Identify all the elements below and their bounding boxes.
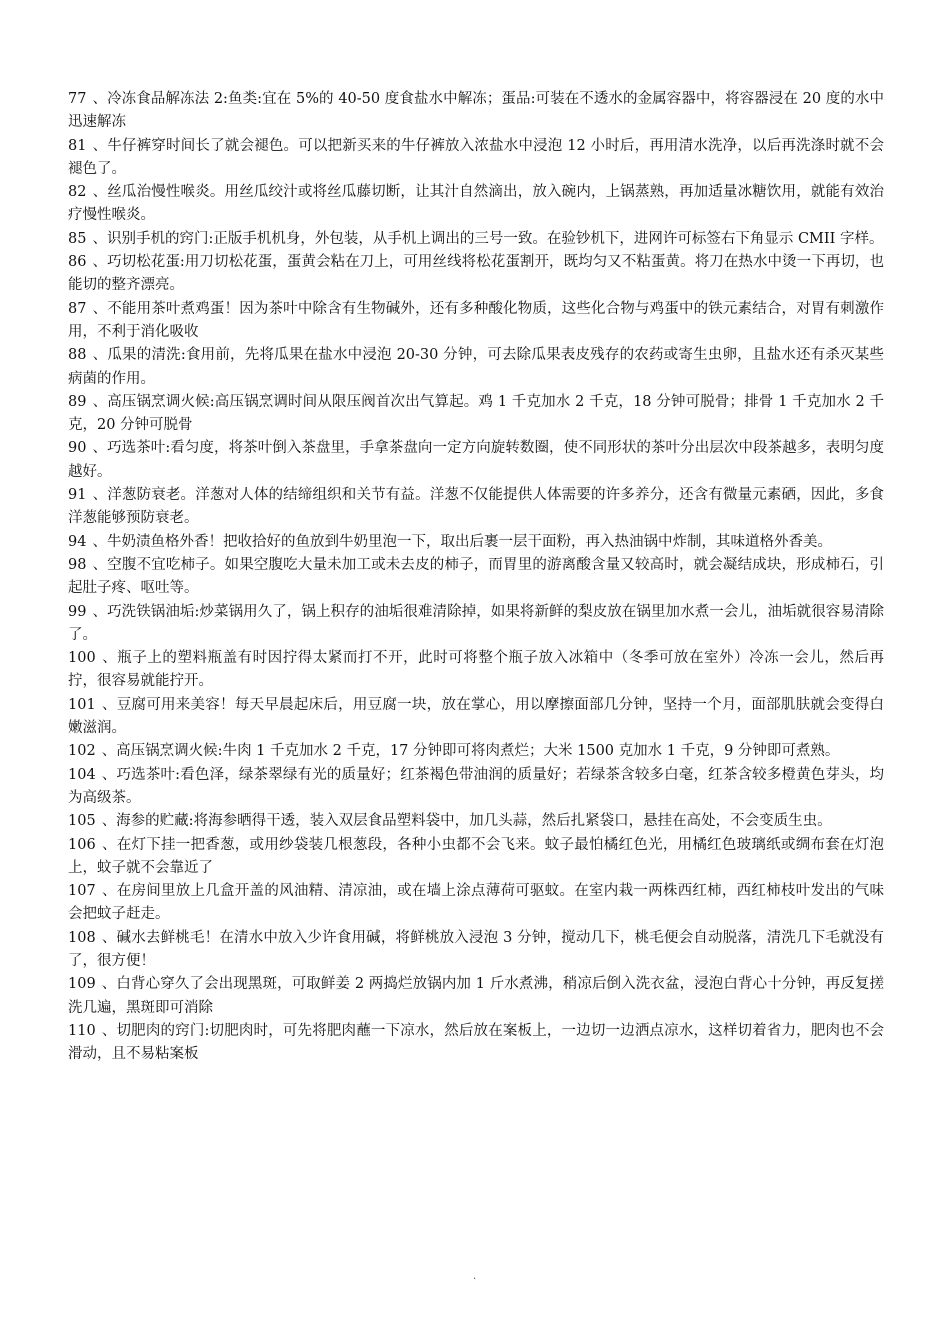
tip-number: 86: [68, 254, 87, 271]
tip-paragraph: [68, 740, 884, 763]
tip-text: 、在灯下挂一把香葱，或用纱袋装几根葱段，各种小虫都不会飞来。蚊子最怕橘红色光，用橘红色玻璃纸或绸布套在灯泡上，蚊子就不会靠近了: [68, 836, 884, 876]
tip-paragraph: [68, 880, 884, 927]
tips-document: [68, 88, 884, 1066]
tip-text: 、巧选茶叶:看匀度，将茶叶倒入茶盘里，手拿茶盘向一定方向旋转数圈，使不同形状的茶叶分出层次中段茶越多，表明匀度越好。: [68, 440, 884, 480]
tip-number: 105: [68, 813, 96, 830]
tip-text: 、洋葱防衰老。洋葱对人体的结缔组织和关节有益。洋葱不仅能提供人体需要的许多养分，还含有微量元素硒，因此，多食洋葱能够预防衰老。: [68, 487, 884, 527]
tip-number: 107: [68, 883, 96, 900]
tip-paragraph: [68, 298, 884, 345]
tip-text: 、巧洗铁锅油垢:炒菜锅用久了，锅上积存的油垢很难清除掉，如果将新鲜的梨皮放在锅里加水煮一会儿，油垢就很容易清除了。: [68, 603, 884, 643]
tip-number: 90: [68, 440, 87, 457]
tip-paragraph: [68, 437, 884, 484]
tip-paragraph: [68, 88, 884, 135]
tip-text: 、白背心穿久了会出现黑斑，可取鲜姜 2 两捣烂放锅内加 1 斤水煮沸，稍凉后倒入洗衣盆，浸泡白背心十分钟，再反复搓洗几遍，黑斑即可消除: [68, 976, 884, 1016]
tip-number: 98: [68, 556, 87, 573]
tip-paragraph: [68, 834, 884, 881]
tip-paragraph: [68, 601, 884, 648]
tip-paragraph: [68, 135, 884, 182]
tip-paragraph: [68, 344, 884, 391]
tip-number: 82: [68, 184, 87, 201]
tip-text: 、切肥肉的窍门:切肥肉时，可先将肥肉蘸一下凉水，然后放在案板上，一边切一边洒点凉水，这样切着省力，肥肉也不会滑动，且不易粘案板: [68, 1022, 884, 1063]
tip-text: 、冷冻食品解冻法 2:鱼类:宜在 5%的 40-50 度食盐水中解冻；蛋品:可装在不透水的金属容器中，将容器浸在 20 度的水中迅速解冻: [68, 91, 884, 131]
tip-number: 109: [68, 976, 96, 993]
tip-number: 106: [68, 836, 96, 853]
tip-paragraph: [68, 531, 884, 554]
tip-text: 、豆腐可用来美容！每天早晨起床后，用豆腐一块，放在掌心，用以摩擦面部几分钟，坚持一个月，面部肌肤就会变得白嫩滋润。: [68, 696, 884, 737]
tip-number: 91: [68, 487, 87, 504]
tip-paragraph: [68, 973, 884, 1020]
tip-paragraph: [68, 484, 884, 531]
tip-text: 、碱水去鲜桃毛！在清水中放入少许食用碱，将鲜桃放入浸泡 3 分钟，搅动几下，桃毛便会自动脱落，清洗几下毛就没有了，很方便！: [68, 929, 884, 969]
tip-text: 、巧选茶叶:看色泽，绿茶翠绿有光的质量好；红茶褐色带油润的质量好；若绿茶含较多白毫，红茶含较多橙黄色芽头，均为高级茶。: [68, 766, 884, 806]
tip-paragraph: [68, 1020, 884, 1067]
tip-text: 、空腹不宜吃柿子。如果空腹吃大量未加工或未去皮的柿子，而胃里的游离酸含量又较高时，就会凝结成块，形成柿石，引起肚子疼、呕吐等。: [68, 556, 884, 597]
tip-paragraph: [68, 228, 884, 251]
tip-number: 104: [68, 766, 96, 783]
tip-number: 85: [68, 230, 87, 247]
tip-text: 、牛奶渍鱼格外香！把收拾好的鱼放到牛奶里泡一下，取出后裹一层干面粉，再入热油锅中炸制，其味道格外香美。: [92, 533, 832, 550]
tip-number: 100: [68, 650, 96, 667]
tip-text: 、瓶子上的塑料瓶盖有时因拧得太紧而打不开，此时可将整个瓶子放入冰箱中（冬季可放在室外）冷冻一会儿，然后再拧，很容易就能拧开。: [68, 650, 884, 690]
tip-number: 77: [68, 91, 87, 107]
tip-text: 、高压锅烹调火候:牛肉 1 千克加水 2 千克，17 分钟即可将肉煮烂；大米 1500 克加水 1 千克，9 分钟即可煮熟。: [101, 743, 840, 760]
tip-paragraph: [68, 251, 884, 298]
tip-text: 、丝瓜治慢性喉炎。用丝瓜绞汁或将丝瓜藤切断，让其汁自然滴出，放入碗内，上锅蒸熟，再加适量冰糖饮用，就能有效治疗慢性喉炎。: [68, 184, 884, 224]
tip-text: 、牛仔裤穿时间长了就会褪色。可以把新买来的牛仔裤放入浓盐水中浸泡 12 小时后，再用清水洗净，以后再洗涤时就不会褪色了。: [68, 137, 884, 177]
tip-number: 88: [68, 347, 87, 364]
tip-number: 110: [68, 1022, 96, 1039]
tip-text: 、瓜果的清洗:食用前，先将瓜果在盐水中浸泡 20-30 分钟，可去除瓜果表皮残存的农药或寄生虫卵，且盐水还有杀灭某些病菌的作用。: [68, 347, 884, 387]
tip-text: 、识别手机的窍门:正版手机机身，外包装，从手机上调出的三号一致。在验钞机下，进网许可标签右下角显示 CMII 字样。: [92, 230, 884, 247]
tip-text: 、巧切松花蛋:用刀切松花蛋，蛋黄会粘在刀上，可用丝线将松花蛋割开，既均匀又不粘蛋黄。将刀在热水中烫一下再切，也能切的整齐漂亮。: [68, 254, 884, 294]
tip-text: 、在房间里放上几盒开盖的风油精、清凉油，或在墙上涂点薄荷可驱蚊。在室内栽一两株西红柿，西红柿枝叶发出的气味会把蚊子赶走。: [68, 883, 884, 923]
tip-paragraph: [68, 181, 884, 228]
tip-paragraph: [68, 764, 884, 811]
tip-number: 99: [68, 603, 87, 620]
tip-paragraph: [68, 810, 884, 833]
tip-paragraph: [68, 391, 884, 438]
tip-number: 101: [68, 696, 96, 713]
tip-number: 87: [68, 300, 87, 317]
page-footer-mark: .: [473, 1271, 477, 1282]
tip-number: 89: [68, 393, 87, 410]
tip-paragraph: [68, 647, 884, 694]
tip-number: 81: [68, 137, 87, 154]
tip-text: 、不能用茶叶煮鸡蛋！因为茶叶中除含有生物碱外，还有多种酸化物质，这些化合物与鸡蛋中的铁元素结合，对胃有刺激作用，不利于消化吸收: [68, 300, 884, 340]
tip-text: 、海参的贮藏:将海参晒得干透，装入双层食品塑料袋中，加几头蒜，然后扎紧袋口，悬挂在高处，不会变质生虫。: [101, 813, 832, 830]
tip-paragraph: [68, 927, 884, 974]
tip-number: 94: [68, 533, 87, 550]
tip-number: 108: [68, 929, 96, 946]
tip-paragraph: [68, 694, 884, 741]
tip-text: 、高压锅烹调火候:高压锅烹调时间从限压阀首次出气算起。鸡 1 千克加水 2 千克，18 分钟可脱骨；排骨 1 千克加水 2 千克，20 分钟可脱骨: [68, 393, 884, 434]
tip-number: 102: [68, 743, 96, 760]
tip-paragraph: [68, 554, 884, 601]
